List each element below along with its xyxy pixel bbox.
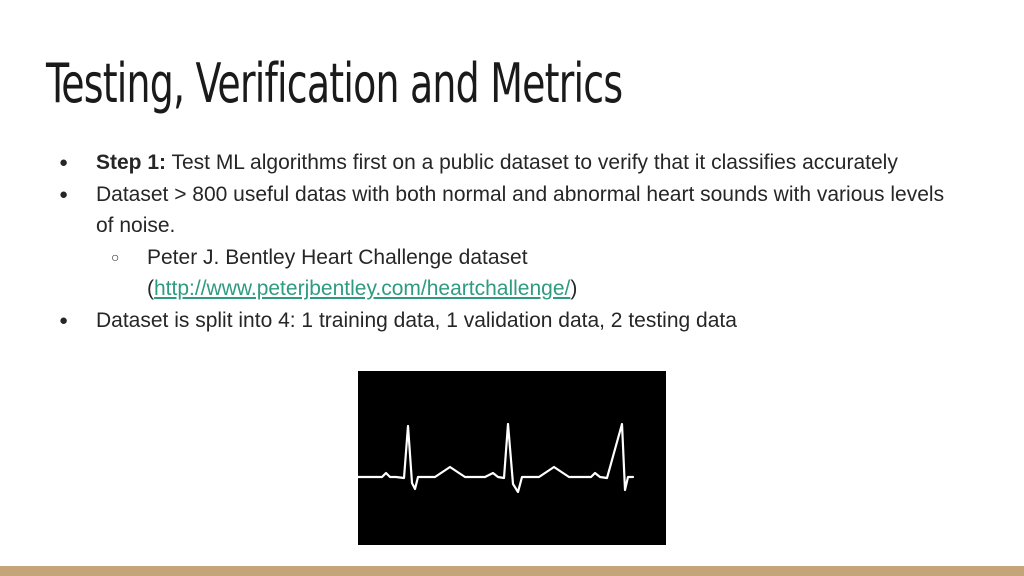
dataset-link[interactable]: http://www.peterjbentley.com/heartchallenge/ — [154, 277, 571, 300]
bullet-text: Dataset is split into 4: 1 training data, 1 validation data, 2 testing data — [96, 308, 737, 332]
heartbeat-ekg-image — [358, 371, 666, 545]
bullet-list — [56, 147, 956, 336]
bullet-text: Dataset > 800 useful datas with both normal and abnormal heart sounds with various levels of noise. — [96, 182, 945, 237]
sub-bullet-dataset-source — [56, 242, 956, 305]
slide-title: Testing, Verification and Metrics — [46, 52, 623, 115]
footer-accent-bar — [0, 566, 1024, 576]
step-label: Step 1: — [96, 151, 167, 174]
bullet-text: Test ML algorithms first on a public dataset to verify that it classifies accurately — [166, 151, 898, 174]
bullet-step-1 — [56, 147, 956, 179]
bullet-dataset-split — [56, 305, 956, 337]
bullet-text: Peter J. Bentley Heart Challenge dataset ( — [147, 245, 528, 300]
ekg-trace — [358, 424, 633, 492]
bullet-marker: ● — [59, 185, 69, 203]
bullet-marker: ● — [59, 154, 69, 171]
bullet-dataset-size — [56, 179, 956, 242]
bullet-marker: ● — [59, 311, 69, 329]
bullet-text-closing: ) — [570, 277, 578, 300]
sub-bullet-marker: ○ — [111, 248, 120, 265]
heartbeat-ekg-icon — [358, 371, 666, 545]
